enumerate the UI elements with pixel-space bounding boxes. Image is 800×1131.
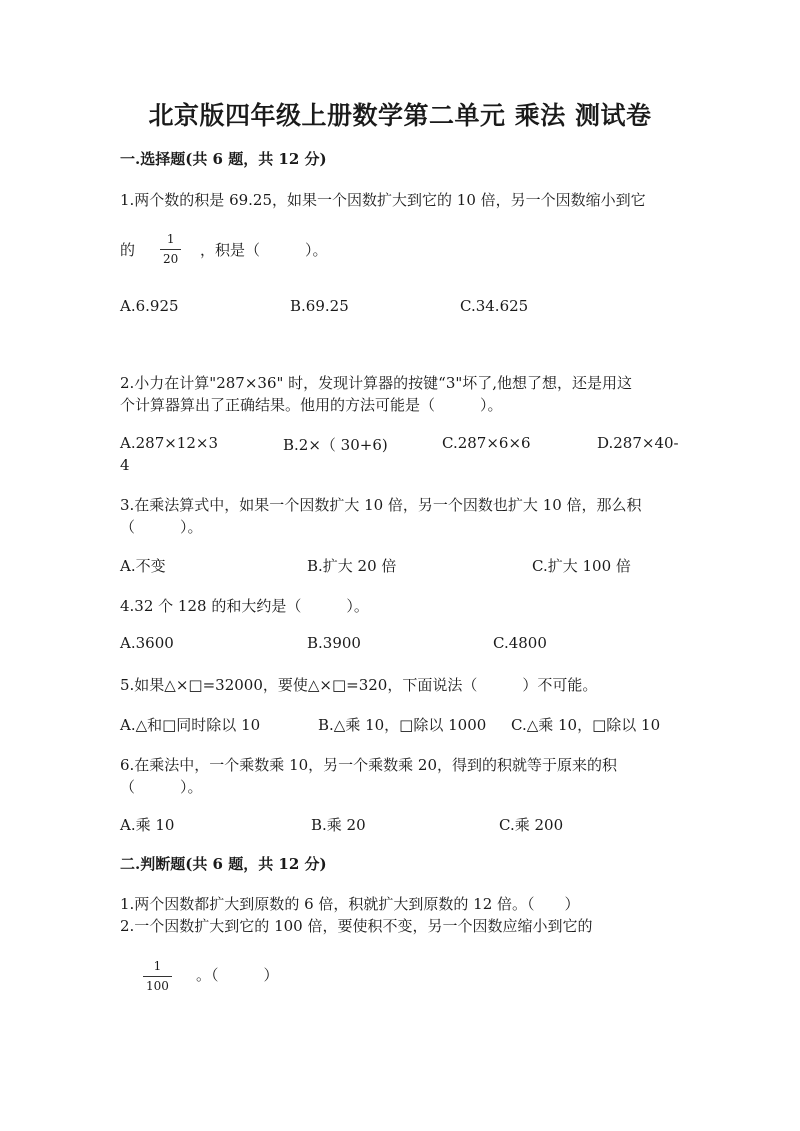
option-d-wrap: 4 — [120, 456, 130, 474]
option-b[interactable]: B.△乘 10，□除以 1000 — [318, 716, 487, 734]
option-c[interactable]: C.4800 — [493, 634, 547, 652]
fraction-denominator: 20 — [163, 252, 179, 266]
judge-2-text-post: 。（ ） — [196, 966, 279, 984]
option-b[interactable]: B.2×（ 30+6) — [283, 436, 388, 454]
option-c[interactable]: C.乘 200 — [499, 816, 564, 834]
option-a[interactable]: A.287×12×3 — [120, 434, 218, 452]
question-2-text-line2: 个计算器算出了正确结果。他用的方法可能是（ ）。 — [120, 396, 503, 414]
judge-1-text: 1.两个因数都扩大到原数的 6 倍，积就扩大到原数的 12 倍。（ ） — [120, 895, 580, 913]
option-a[interactable]: A.不变 — [120, 557, 166, 575]
question-5-text: 5.如果△×□=32000，要使△×□=320，下面说法（ ）不可能。 — [120, 676, 598, 694]
judge-2-fraction — [143, 960, 172, 992]
option-c[interactable]: C.34.625 — [460, 297, 529, 315]
option-b[interactable]: B.乘 20 — [311, 816, 366, 834]
fraction-numerator: 1 — [166, 232, 175, 246]
option-c[interactable]: C.287×6×6 — [442, 434, 531, 452]
option-a[interactable]: A.6.925 — [120, 297, 179, 315]
option-c[interactable]: C.△乘 10，□除以 10 — [511, 716, 661, 734]
option-a[interactable]: A.△和□同时除以 10 — [120, 716, 261, 734]
question-2-text: 2.小力在计算"287×36" 时，发现计算器的按键“3"坏了,他想了想，还是用这 — [120, 374, 633, 392]
page-title: 北京版四年级上册数学第二单元 乘法 测试卷 — [148, 101, 652, 130]
fraction-bar — [160, 249, 181, 250]
option-d[interactable]: D.287×40- — [597, 434, 679, 452]
section-heading-choice: 一.选择题(共 6 题，共 12 分) — [120, 150, 327, 168]
question-1-fraction — [160, 233, 181, 265]
question-1-text: 1.两个数的积是 69.25，如果一个因数扩大到它的 10 倍，另一个因数缩小到它 — [120, 191, 646, 209]
question-3-text-line2: （ ）。 — [120, 518, 203, 536]
fraction-numerator: 1 — [153, 959, 162, 973]
question-4-text: 4.32 个 128 的和大约是（ ）。 — [120, 597, 369, 615]
option-c[interactable]: C.扩大 100 倍 — [532, 557, 631, 575]
option-b[interactable]: B.扩大 20 倍 — [307, 557, 397, 575]
question-6-text-line2: （ ）。 — [120, 778, 203, 796]
option-b[interactable]: B.3900 — [307, 634, 361, 652]
option-a[interactable]: A.乘 10 — [120, 816, 175, 834]
fraction-bar — [143, 976, 172, 977]
question-3-text: 3.在乘法算式中，如果一个因数扩大 10 倍，另一个因数也扩大 10 倍，那么积 — [120, 496, 642, 514]
section-heading-judge: 二.判断题(共 6 题，共 12 分) — [120, 855, 327, 873]
fraction-denominator: 100 — [146, 979, 169, 993]
question-1-text-post: ，积是（ ）。 — [200, 241, 328, 259]
question-1-text-pre: 的 — [120, 241, 136, 259]
option-a[interactable]: A.3600 — [120, 634, 174, 652]
question-6-text: 6.在乘法中，一个乘数乘 10，另一个乘数乘 20，得到的积就等于原来的积 — [120, 756, 618, 774]
judge-2-text: 2.一个因数扩大到它的 100 倍，要使积不变，另一个因数应缩小到它的 — [120, 917, 593, 935]
option-b[interactable]: B.69.25 — [290, 297, 349, 315]
